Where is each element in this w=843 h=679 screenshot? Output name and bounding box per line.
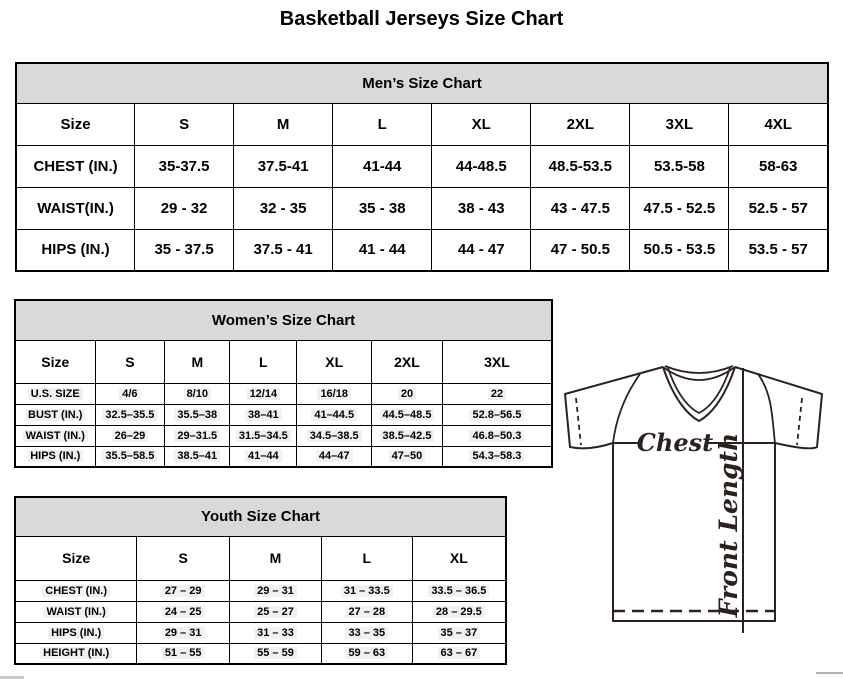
value-cell [442, 425, 552, 446]
row-label [15, 425, 95, 446]
value-cell-text: 58-63 [759, 157, 798, 175]
value-cell-text: 24 – 25 [162, 606, 205, 618]
value-cell [372, 383, 443, 404]
value-cell-text: 33 – 35 [345, 627, 388, 639]
value-cell-text: 37.5 - 41 [253, 241, 313, 259]
value-cell [630, 145, 729, 187]
measurement-row [15, 622, 506, 643]
value-cell [297, 383, 372, 404]
value-cell [442, 446, 552, 467]
chart-title: Men’s Size Chart [16, 63, 828, 103]
value-cell [135, 229, 234, 271]
value-cell-text: 41 - 44 [358, 241, 406, 259]
size-column-header: M [234, 103, 333, 145]
row-label-text: CHEST (IN.) [33, 157, 118, 175]
jersey-right-sleeve [735, 367, 822, 448]
measurement-row [15, 383, 552, 404]
value-cell [321, 643, 412, 664]
measurement-row [16, 187, 828, 229]
chart-header-row [15, 497, 506, 536]
size-column-header: 4XL [729, 103, 828, 145]
size-column-header: 2XL [531, 103, 630, 145]
value-cell-text: 29 - 32 [160, 199, 208, 217]
row-label-text: WAIST (IN.) [43, 606, 108, 618]
mens-size-chart [15, 62, 829, 272]
value-cell-text: 25 – 27 [254, 606, 297, 618]
value-cell [372, 404, 443, 425]
mens-size-table [15, 62, 829, 272]
row-label-text: CHEST (IN.) [42, 585, 110, 597]
measurement-row [15, 425, 552, 446]
size-label-cell: Size [15, 536, 137, 580]
value-cell-text: 53.5 - 57 [748, 241, 808, 259]
value-cell-text: 35 - 37.5 [154, 241, 214, 259]
value-cell-text: 35.5–38 [174, 409, 220, 421]
value-cell [372, 446, 443, 467]
value-cell [432, 145, 531, 187]
row-label [16, 187, 135, 229]
value-cell [137, 622, 230, 643]
value-cell [297, 404, 372, 425]
value-cell-text: 50.5 - 53.5 [643, 241, 716, 259]
value-cell-text: 8/10 [184, 388, 211, 400]
value-cell-text: 51 – 55 [162, 647, 205, 659]
size-header-row [15, 536, 506, 580]
value-cell [230, 425, 297, 446]
value-cell [230, 404, 297, 425]
row-label-text: WAIST (IN.) [23, 430, 88, 442]
value-cell [230, 383, 297, 404]
value-cell-text: 41–44 [245, 450, 282, 462]
row-label-text: U.S. SIZE [28, 388, 83, 400]
measurement-row [16, 229, 828, 271]
value-cell [95, 383, 165, 404]
value-cell-text: 29–31.5 [174, 430, 220, 442]
value-cell-text: 52.8–56.5 [469, 409, 524, 421]
value-cell-text: 27 – 28 [345, 606, 388, 618]
value-cell-text: 48.5-53.5 [548, 157, 613, 175]
left-cuff-dashes [576, 398, 581, 445]
value-cell [234, 187, 333, 229]
value-cell [432, 187, 531, 229]
value-cell [729, 229, 828, 271]
value-cell-text: 31.5–34.5 [236, 430, 291, 442]
row-label [15, 622, 137, 643]
row-label-text: WAIST(IN.) [37, 199, 114, 217]
value-cell-text: 38 - 43 [457, 199, 505, 217]
size-column-header: M [230, 536, 322, 580]
size-column-header: 3XL [630, 103, 729, 145]
size-column-header: S [137, 536, 230, 580]
youth-size-chart [14, 496, 507, 665]
value-cell [95, 404, 165, 425]
row-label-text: BUST (IN.) [25, 409, 85, 421]
size-column-header: L [230, 340, 297, 383]
value-cell [230, 601, 322, 622]
value-cell [412, 601, 506, 622]
value-cell-text: 44.5–48.5 [380, 409, 435, 421]
size-column-header: L [321, 536, 412, 580]
value-cell [165, 383, 230, 404]
value-cell [442, 383, 552, 404]
value-cell-text: 35-37.5 [158, 157, 210, 175]
right-cuff-dashes [797, 398, 802, 445]
row-label-text: HEIGHT (IN.) [40, 647, 112, 659]
value-cell [230, 643, 322, 664]
row-label [15, 446, 95, 467]
jersey-measurement-drawing [556, 355, 843, 650]
value-cell-text: 38.5–41 [174, 450, 220, 462]
value-cell-text: 55 – 59 [254, 647, 297, 659]
value-cell-text: 47–50 [389, 450, 426, 462]
value-cell-text: 63 – 67 [438, 647, 481, 659]
row-label [15, 601, 137, 622]
value-cell [333, 145, 432, 187]
value-cell-text: 4/6 [119, 388, 140, 400]
measurement-row [16, 145, 828, 187]
collar-back-arc-inner [665, 366, 733, 373]
value-cell [412, 622, 506, 643]
value-cell-text: 16/18 [317, 388, 351, 400]
value-cell-text: 29 – 31 [254, 585, 297, 597]
value-cell-text: 35 - 38 [358, 199, 406, 217]
value-cell [165, 446, 230, 467]
chart-title: Women’s Size Chart [15, 300, 552, 340]
row-label [16, 229, 135, 271]
value-cell-text: 34.5–38.5 [307, 430, 362, 442]
value-cell-text: 33.5 – 36.5 [428, 585, 489, 597]
value-cell [95, 425, 165, 446]
value-cell [137, 580, 230, 601]
value-cell [135, 145, 234, 187]
size-header-row [16, 103, 828, 145]
value-cell [531, 145, 630, 187]
value-cell [137, 643, 230, 664]
value-cell [321, 580, 412, 601]
value-cell [95, 446, 165, 467]
value-cell [165, 425, 230, 446]
value-cell [234, 145, 333, 187]
chart-title: Youth Size Chart [15, 497, 506, 536]
row-label [15, 580, 137, 601]
value-cell [531, 187, 630, 229]
value-cell-text: 32.5–35.5 [102, 409, 157, 421]
value-cell-text: 52.5 - 57 [748, 199, 808, 217]
row-label-text: HIPS (IN.) [27, 450, 83, 462]
size-column-header: 3XL [442, 340, 552, 383]
row-label-text: HIPS (IN.) [48, 627, 104, 639]
row-label [16, 145, 135, 187]
value-cell-text: 31 – 33.5 [341, 585, 393, 597]
size-column-header: XL [432, 103, 531, 145]
measurement-row [15, 643, 506, 664]
value-cell [729, 145, 828, 187]
value-cell [412, 580, 506, 601]
measurement-row [15, 580, 506, 601]
value-cell [297, 446, 372, 467]
value-cell [321, 622, 412, 643]
value-cell [432, 229, 531, 271]
jersey-diagram [556, 355, 843, 650]
jersey-body-outline [613, 443, 775, 621]
value-cell-text: 29 – 31 [162, 627, 205, 639]
value-cell [321, 601, 412, 622]
value-cell [442, 404, 552, 425]
page-title: Basketball Jerseys Size Chart [279, 8, 564, 30]
value-cell-text: 44–47 [316, 450, 353, 462]
value-cell-text: 44 - 47 [457, 241, 505, 259]
size-column-header: 2XL [372, 340, 443, 383]
value-cell [297, 425, 372, 446]
value-cell-text: 28 – 29.5 [433, 606, 485, 618]
chest-label: Chest [636, 428, 714, 457]
youth-size-table [14, 496, 507, 665]
value-cell [333, 229, 432, 271]
value-cell [230, 580, 322, 601]
measurement-row [15, 404, 552, 425]
value-cell [135, 187, 234, 229]
right-armhole-seam [758, 374, 775, 443]
value-cell-text: 41-44 [363, 157, 402, 175]
womens-size-table [14, 299, 553, 468]
size-column-header: XL [297, 340, 372, 383]
row-label [15, 383, 95, 404]
value-cell-text: 35 – 37 [438, 627, 481, 639]
size-label-cell: Size [15, 340, 95, 383]
value-cell-text: 22 [488, 388, 506, 400]
value-cell [729, 187, 828, 229]
chart-header-row [16, 63, 828, 103]
chart-header-row [15, 300, 552, 340]
row-label-text: HIPS (IN.) [41, 241, 110, 259]
row-label [15, 643, 137, 664]
value-cell-text: 12/14 [247, 388, 281, 400]
value-cell-text: 35.5–58.5 [102, 450, 157, 462]
value-cell [333, 187, 432, 229]
value-cell-text: 54.3–58.3 [469, 450, 524, 462]
size-header-row [15, 340, 552, 383]
value-cell-text: 47 - 50.5 [550, 241, 610, 259]
value-cell [137, 601, 230, 622]
value-cell [372, 425, 443, 446]
value-cell-text: 46.8–50.3 [469, 430, 524, 442]
value-cell-text: 27 – 29 [162, 585, 205, 597]
value-cell-text: 44-48.5 [455, 157, 507, 175]
size-column-header: S [95, 340, 165, 383]
front-length-label: Front Length [714, 432, 743, 618]
measurement-row [15, 601, 506, 622]
size-label-cell: Size [16, 103, 135, 145]
value-cell-text: 41–44.5 [311, 409, 357, 421]
value-cell [412, 643, 506, 664]
value-cell [230, 446, 297, 467]
measurement-row [15, 446, 552, 467]
value-cell-text: 53.5-58 [653, 157, 705, 175]
value-cell [234, 229, 333, 271]
value-cell-text: 37.5-41 [257, 157, 309, 175]
value-cell-text: 38–41 [245, 409, 282, 421]
value-cell-text: 32 - 35 [259, 199, 307, 217]
value-cell [630, 187, 729, 229]
size-column-header: S [135, 103, 234, 145]
womens-size-chart [14, 299, 553, 468]
value-cell-text: 59 – 63 [345, 647, 388, 659]
value-cell-text: 47.5 - 52.5 [643, 199, 716, 217]
value-cell [630, 229, 729, 271]
value-cell-text: 26–29 [112, 430, 149, 442]
size-column-header: M [165, 340, 230, 383]
value-cell-text: 38.5–42.5 [380, 430, 435, 442]
row-label [15, 404, 95, 425]
value-cell [165, 404, 230, 425]
size-column-header: L [333, 103, 432, 145]
value-cell [531, 229, 630, 271]
value-cell [230, 622, 322, 643]
size-column-header: XL [412, 536, 506, 580]
value-cell-text: 43 - 47.5 [550, 199, 610, 217]
bottom-right-scrollbar-fragment [816, 672, 843, 674]
value-cell-text: 31 – 33 [254, 627, 297, 639]
value-cell-text: 20 [398, 388, 416, 400]
